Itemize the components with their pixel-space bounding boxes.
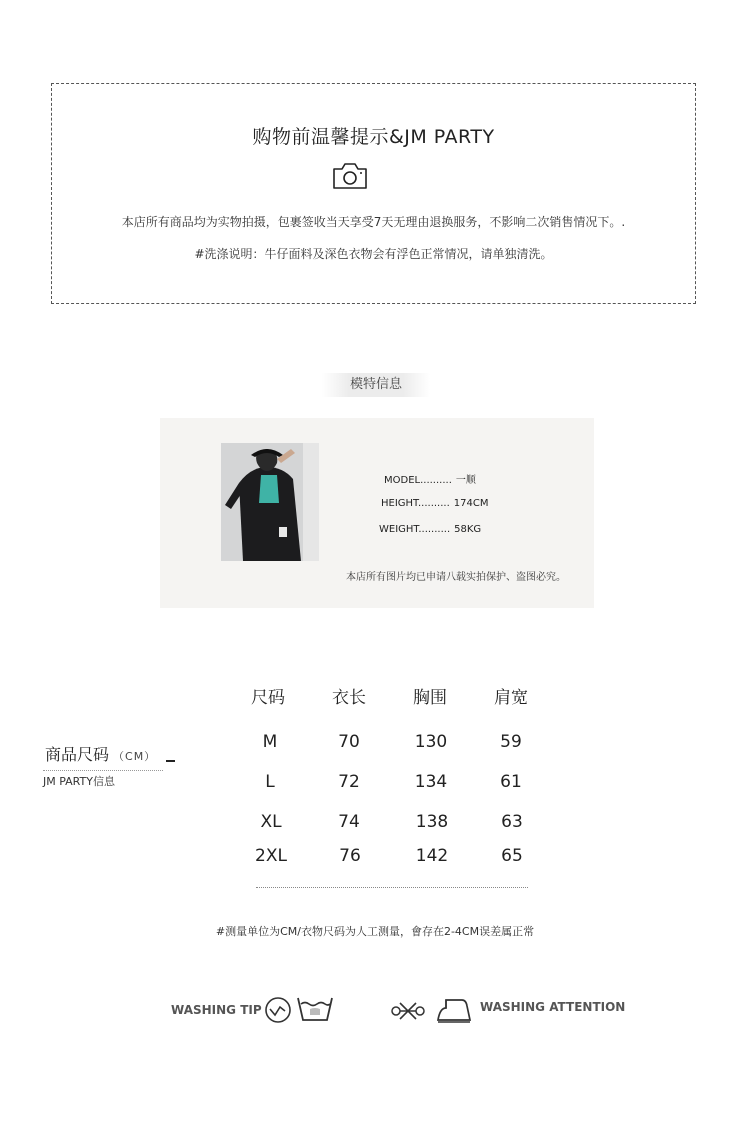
model-name-row: [384, 471, 476, 486]
no-bleach-icon: [388, 999, 428, 1023]
model-info-heading: 模特信息: [322, 373, 430, 397]
table-cell: 65: [501, 846, 523, 866]
table-header-chest: 胸围: [413, 688, 447, 708]
model-height-value: 174CM: [453, 498, 489, 509]
gentle-wash-icon: [264, 996, 292, 1024]
model-photo: [221, 443, 319, 561]
table-cell: 63: [501, 812, 523, 832]
iron-icon: [436, 996, 472, 1024]
size-title-text: 商品尺码: [45, 745, 110, 764]
table-cell: M: [262, 732, 278, 752]
washing-attention-label: WASHING ATTENTION: [480, 1000, 626, 1014]
table-header-shoulder: 肩宽: [494, 688, 528, 708]
title-underscore: [166, 760, 175, 762]
notice-washing-instructions: #洗涤说明：牛仔面料及深色衣物会有浮色正常情况，请单独清洗。: [194, 247, 553, 261]
hand-wash-tub-icon: [296, 995, 334, 1023]
model-weight-key: WEIGHT..........: [379, 524, 451, 535]
model-weight-row: [379, 524, 481, 535]
table-cell: L: [265, 772, 275, 792]
table-cell: 130: [414, 732, 448, 752]
size-section-title: [45, 742, 156, 765]
model-height-row: [381, 498, 488, 509]
model-name-key: MODEL..........: [384, 475, 452, 486]
model-weight-value: 58KG: [454, 524, 482, 535]
table-header-length: 衣长: [332, 688, 366, 708]
model-height-key: HEIGHT..........: [381, 498, 450, 509]
washing-tip-label: WASHING TIP: [171, 1003, 262, 1017]
camera-icon: [332, 161, 368, 191]
table-cell: 59: [500, 732, 522, 752]
notice-title: 购物前温馨提示&JM PARTY: [252, 126, 495, 148]
table-cell: 70: [338, 732, 360, 752]
size-unit: （CM）: [113, 750, 157, 763]
model-name-value: 一顺: [455, 475, 476, 486]
table-cell: 142: [415, 846, 449, 866]
table-cell: 72: [338, 772, 360, 792]
table-cell: 74: [338, 812, 360, 832]
shopping-notice-box: [51, 83, 696, 304]
table-cell: 76: [339, 846, 361, 866]
model-info-card: [160, 418, 594, 608]
brand-info-label: JM PARTY信息: [43, 770, 163, 789]
table-cell: 138: [415, 812, 449, 832]
table-divider: [256, 887, 528, 888]
table-cell: 2XL: [255, 846, 287, 866]
image-copyright-note: 本店所有图片均已申请八载实拍保护、盗图必究。: [346, 572, 566, 583]
table-cell: 61: [500, 772, 522, 792]
table-cell: 134: [414, 772, 448, 792]
measurement-note: #测量单位为CM/衣物尺码为人工测量，會存在2-4CM误差属正常: [215, 925, 535, 938]
table-cell: XL: [260, 812, 282, 832]
table-header-size: 尺码: [251, 688, 285, 708]
model-figure-illustration: [221, 443, 319, 561]
notice-return-policy: 本店所有商品均为实物拍摄，包裹签收当天享受7天无理由退换服务，不影响二次销售情况下。.: [121, 215, 626, 229]
